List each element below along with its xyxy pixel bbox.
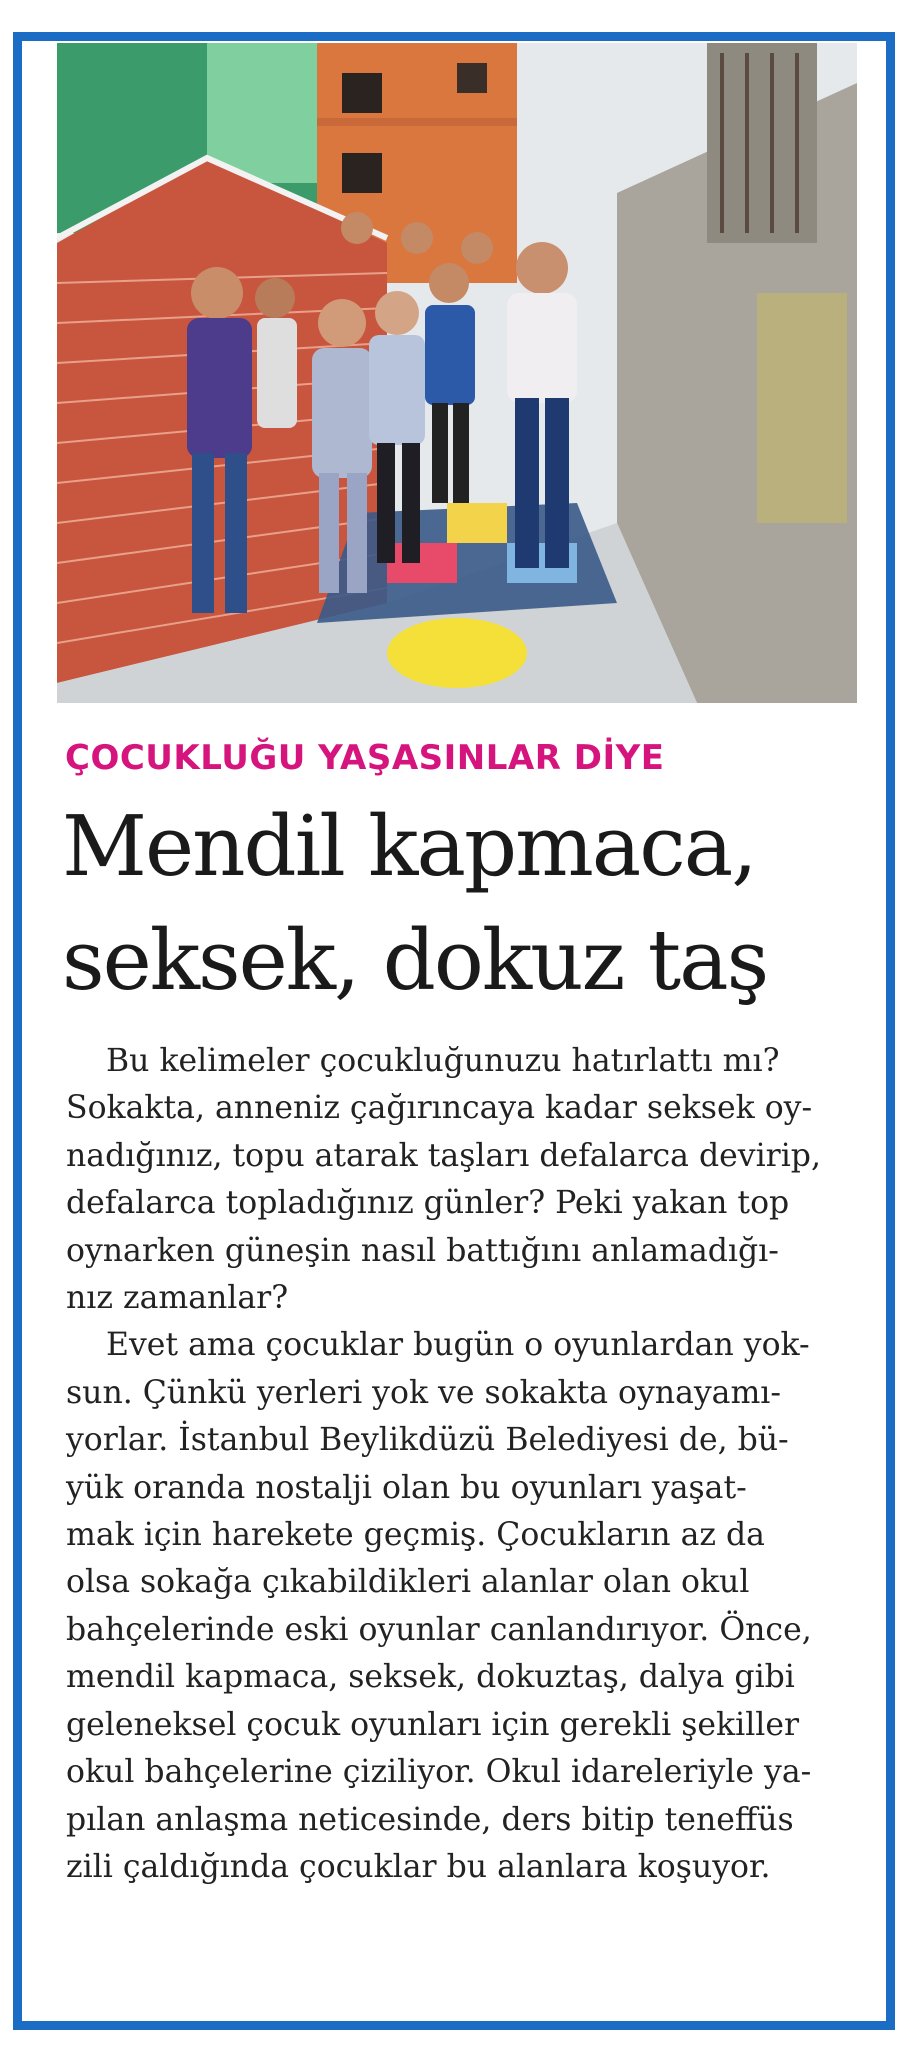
body-line: pılan anlaşma neticesinde, ders bitip teneffüs	[66, 1801, 794, 1838]
body-line: olsa sokağa çıkabildikleri alanlar olan okul	[66, 1564, 750, 1601]
body-line: yorlar. İstanbul Beylikdüzü Belediyesi de, bü-	[66, 1422, 789, 1459]
article-headline	[62, 790, 862, 1018]
article-photo	[57, 43, 857, 703]
body-line: mendil kapmaca, seksek, dokuztaş, dalya gibi	[66, 1659, 795, 1696]
body-line: Sokakta, anneniz çağırıncaya kadar seksek oy-	[66, 1090, 813, 1127]
body-line: bahçelerinde eski oyunlar canlandırıyor. Önce,	[66, 1611, 812, 1648]
headline-line: seksek, dokuz taş	[62, 912, 768, 1009]
article-body	[66, 1038, 866, 1891]
body-line: Bu kelimeler çocukluğunuzu hatırlattı mı?	[106, 1043, 780, 1079]
body-line: yük oranda nostalji olan bu oyunları yaşat-	[66, 1469, 747, 1506]
body-line: nız zamanlar?	[66, 1280, 289, 1317]
body-line: zili çaldığında çocuklar bu alanlara koşuyor.	[66, 1848, 771, 1885]
body-line: geleneksel çocuk oyunları için gerekli şekiller	[66, 1706, 800, 1743]
body-line: okul bahçelerine çiziliyor. Okul idareleriyle ya-	[66, 1754, 812, 1791]
body-line: Evet ama çocuklar bugün o oyunlardan yok-	[106, 1327, 810, 1364]
body-line: mak için harekete geçmiş. Çocukların az da	[66, 1517, 765, 1554]
article-kicker: ÇOCUKLUĞU YAŞASINLAR DİYE	[65, 738, 665, 778]
headline-line: Mendil kapmaca,	[62, 798, 756, 895]
body-line: defalarca topladığınız günler? Peki yakan top	[66, 1185, 790, 1222]
body-line: sun. Çünkü yerleri yok ve sokakta oynayamı-	[66, 1374, 782, 1411]
body-line: nadığınız, topu atarak taşları defalarca devirip,	[66, 1137, 821, 1174]
body-line: oynarken güneşin nasıl battığını anlamadığı-	[66, 1232, 779, 1269]
